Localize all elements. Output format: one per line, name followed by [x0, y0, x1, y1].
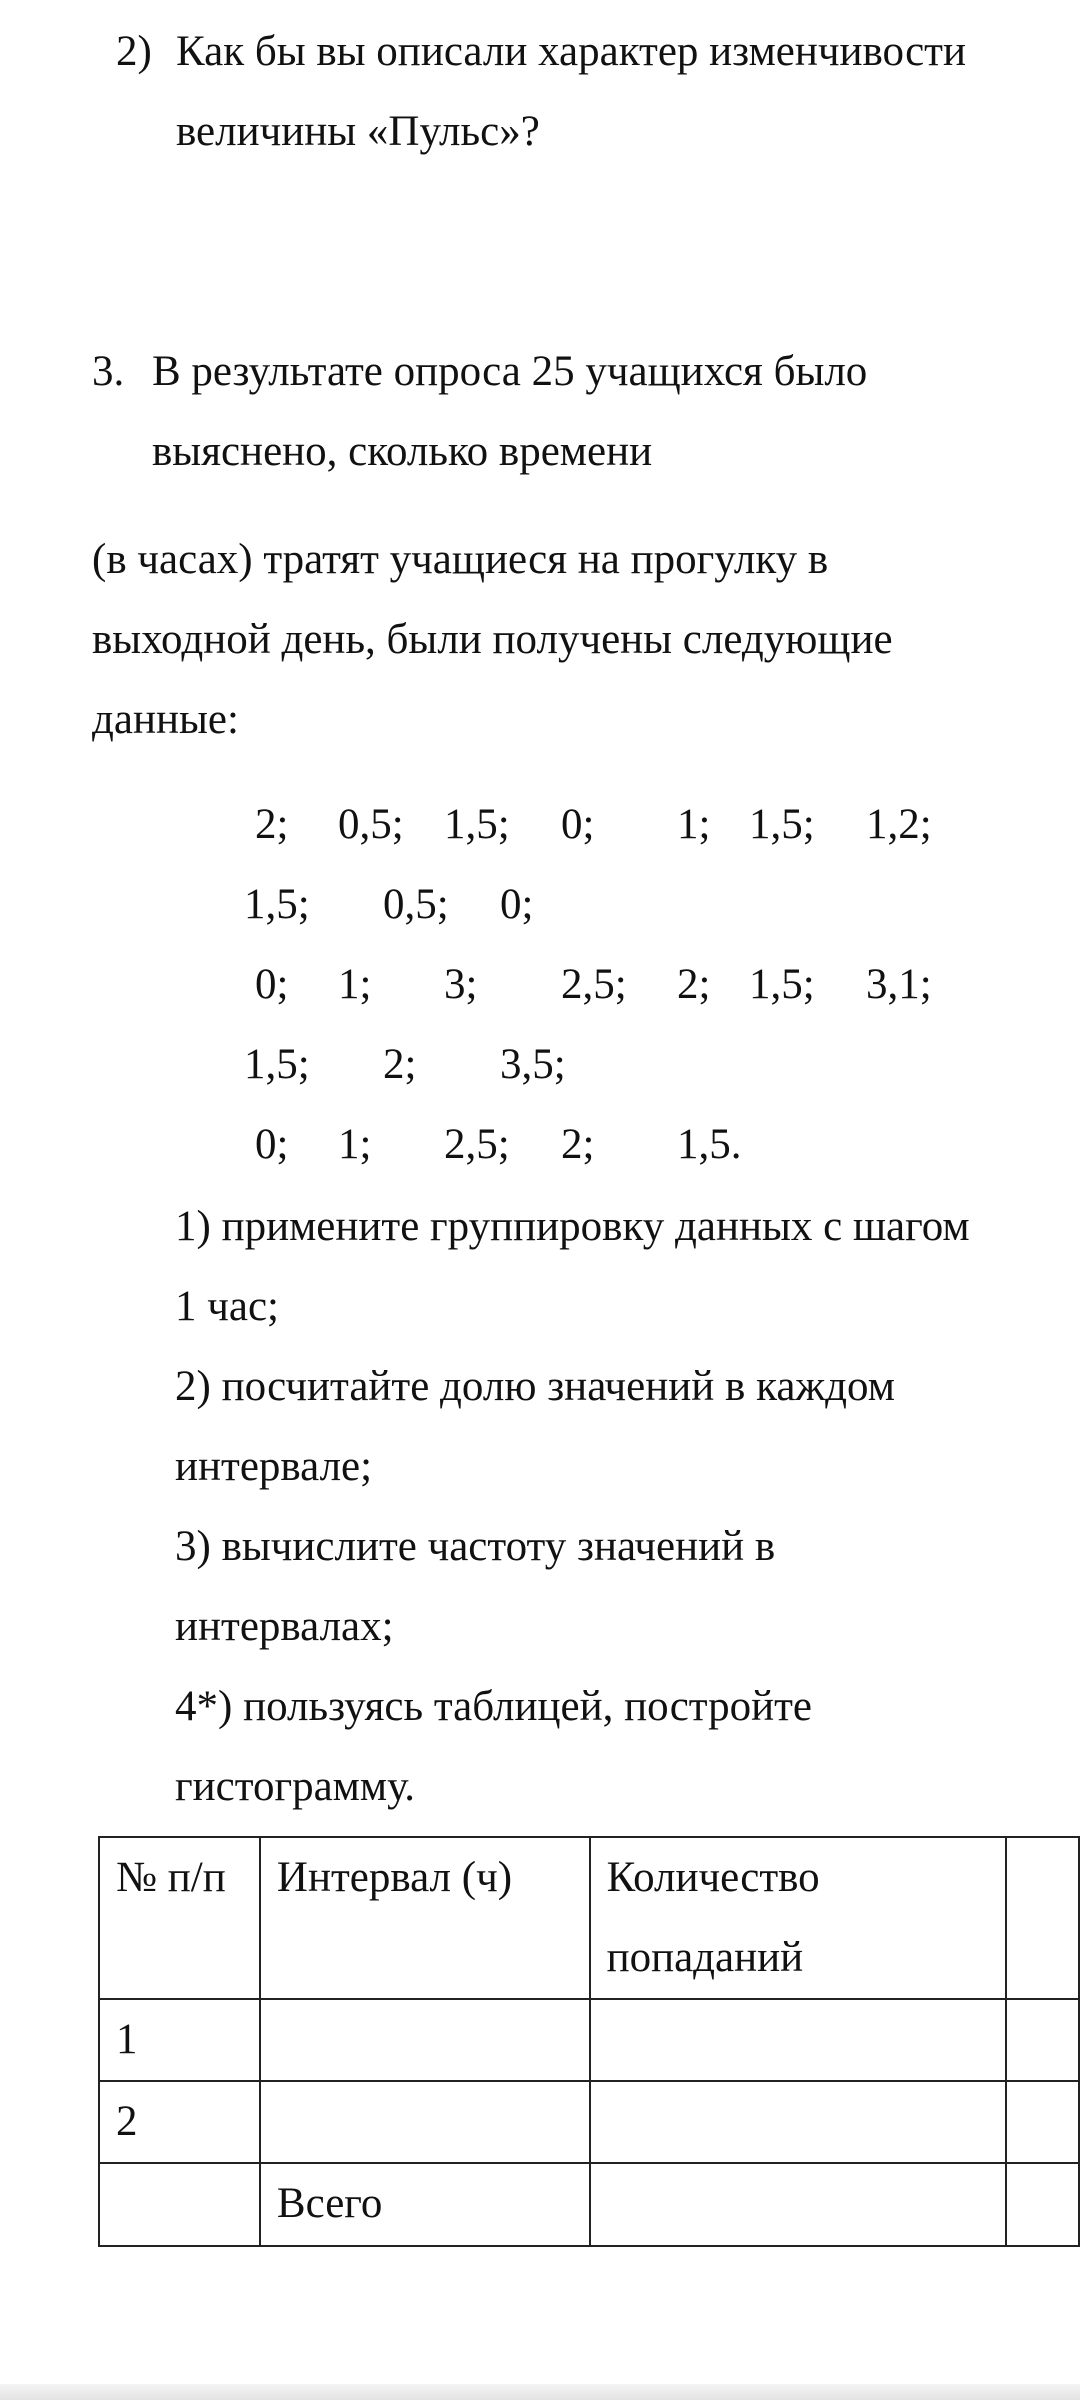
question-text-line: В результате опроса 25 учащихся было	[152, 348, 868, 395]
data-value: 2;	[255, 801, 289, 848]
data-value: 0;	[561, 801, 595, 848]
table-cell	[1006, 2081, 1079, 2163]
header-cell-extra	[1006, 1837, 1079, 1999]
task-line: интервалах;	[175, 1603, 394, 1650]
bottom-edge	[0, 2384, 1080, 2400]
data-value: 3;	[444, 961, 478, 1008]
data-value: 0;	[500, 881, 534, 928]
table-cell: 2	[99, 2081, 260, 2163]
paragraph-line: данные:	[92, 696, 239, 743]
data-value: 1,5;	[444, 801, 510, 848]
question-number: 2)	[116, 28, 152, 75]
data-value: 3,5;	[500, 1041, 566, 1088]
data-value: 1,5.	[677, 1121, 742, 1168]
table-cell	[590, 2081, 1006, 2163]
table-cell	[590, 1999, 1006, 2081]
question-text-line: величины «Пульс»?	[176, 108, 540, 155]
table-header-row	[99, 1837, 1079, 1999]
data-value: 0;	[255, 1121, 289, 1168]
table-total-row	[99, 2163, 1079, 2246]
table-cell	[260, 2081, 590, 2163]
table-cell: 1	[99, 1999, 260, 2081]
data-value: 1,5;	[749, 801, 815, 848]
data-value: 3,1;	[866, 961, 932, 1008]
task-line: 1) примените группировку данных с шагом	[175, 1203, 970, 1250]
question-text-line: выяснено, сколько времени	[152, 428, 653, 475]
data-value: 1;	[338, 961, 372, 1008]
task-line: 3) вычислите частоту значений в	[175, 1523, 776, 1570]
table-cell	[99, 2163, 260, 2246]
header-cell-count: Количество попаданий	[590, 1837, 1006, 1999]
question-text-line: Как бы вы описали характер изменчивости	[176, 28, 966, 75]
task-line: 2) посчитайте долю значений в каждом	[175, 1363, 895, 1410]
question-number: 3.	[92, 348, 125, 395]
table-cell-total-label: Всего	[260, 2163, 590, 2246]
data-value: 2,5;	[561, 961, 627, 1008]
header-cell-number: № п/п	[99, 1837, 260, 1999]
data-value: 0;	[255, 961, 289, 1008]
task-line: 4*) пользуясь таблицей, постройте	[175, 1683, 812, 1730]
task-line: интервале;	[175, 1443, 373, 1490]
header-cell-interval: Интервал (ч)	[260, 1837, 590, 1999]
frequency-table	[98, 1836, 1080, 2247]
data-value: 1,5;	[244, 881, 310, 928]
table-cell	[260, 1999, 590, 2081]
paragraph-line: выходной день, были получены следующие	[92, 616, 893, 663]
task-line: гистограмму.	[175, 1763, 416, 1810]
data-value: 1,5;	[244, 1041, 310, 1088]
table-row	[99, 1999, 1079, 2081]
data-value: 2;	[383, 1041, 417, 1088]
task-line: 1 час;	[175, 1283, 279, 1330]
data-value: 1,2;	[866, 801, 932, 848]
data-value: 0,5;	[383, 881, 449, 928]
table-row	[99, 2081, 1079, 2163]
paragraph-line: (в часах) тратят учащиеся на прогулку в	[92, 536, 829, 583]
data-value: 1;	[338, 1121, 372, 1168]
data-value: 2;	[561, 1121, 595, 1168]
data-value: 2,5;	[444, 1121, 510, 1168]
data-value: 1,5;	[749, 961, 815, 1008]
table-cell	[590, 2163, 1006, 2246]
data-value: 2;	[677, 961, 711, 1008]
data-value: 0,5;	[338, 801, 404, 848]
table-cell	[1006, 2163, 1079, 2246]
data-value: 1;	[677, 801, 711, 848]
table-cell	[1006, 1999, 1079, 2081]
